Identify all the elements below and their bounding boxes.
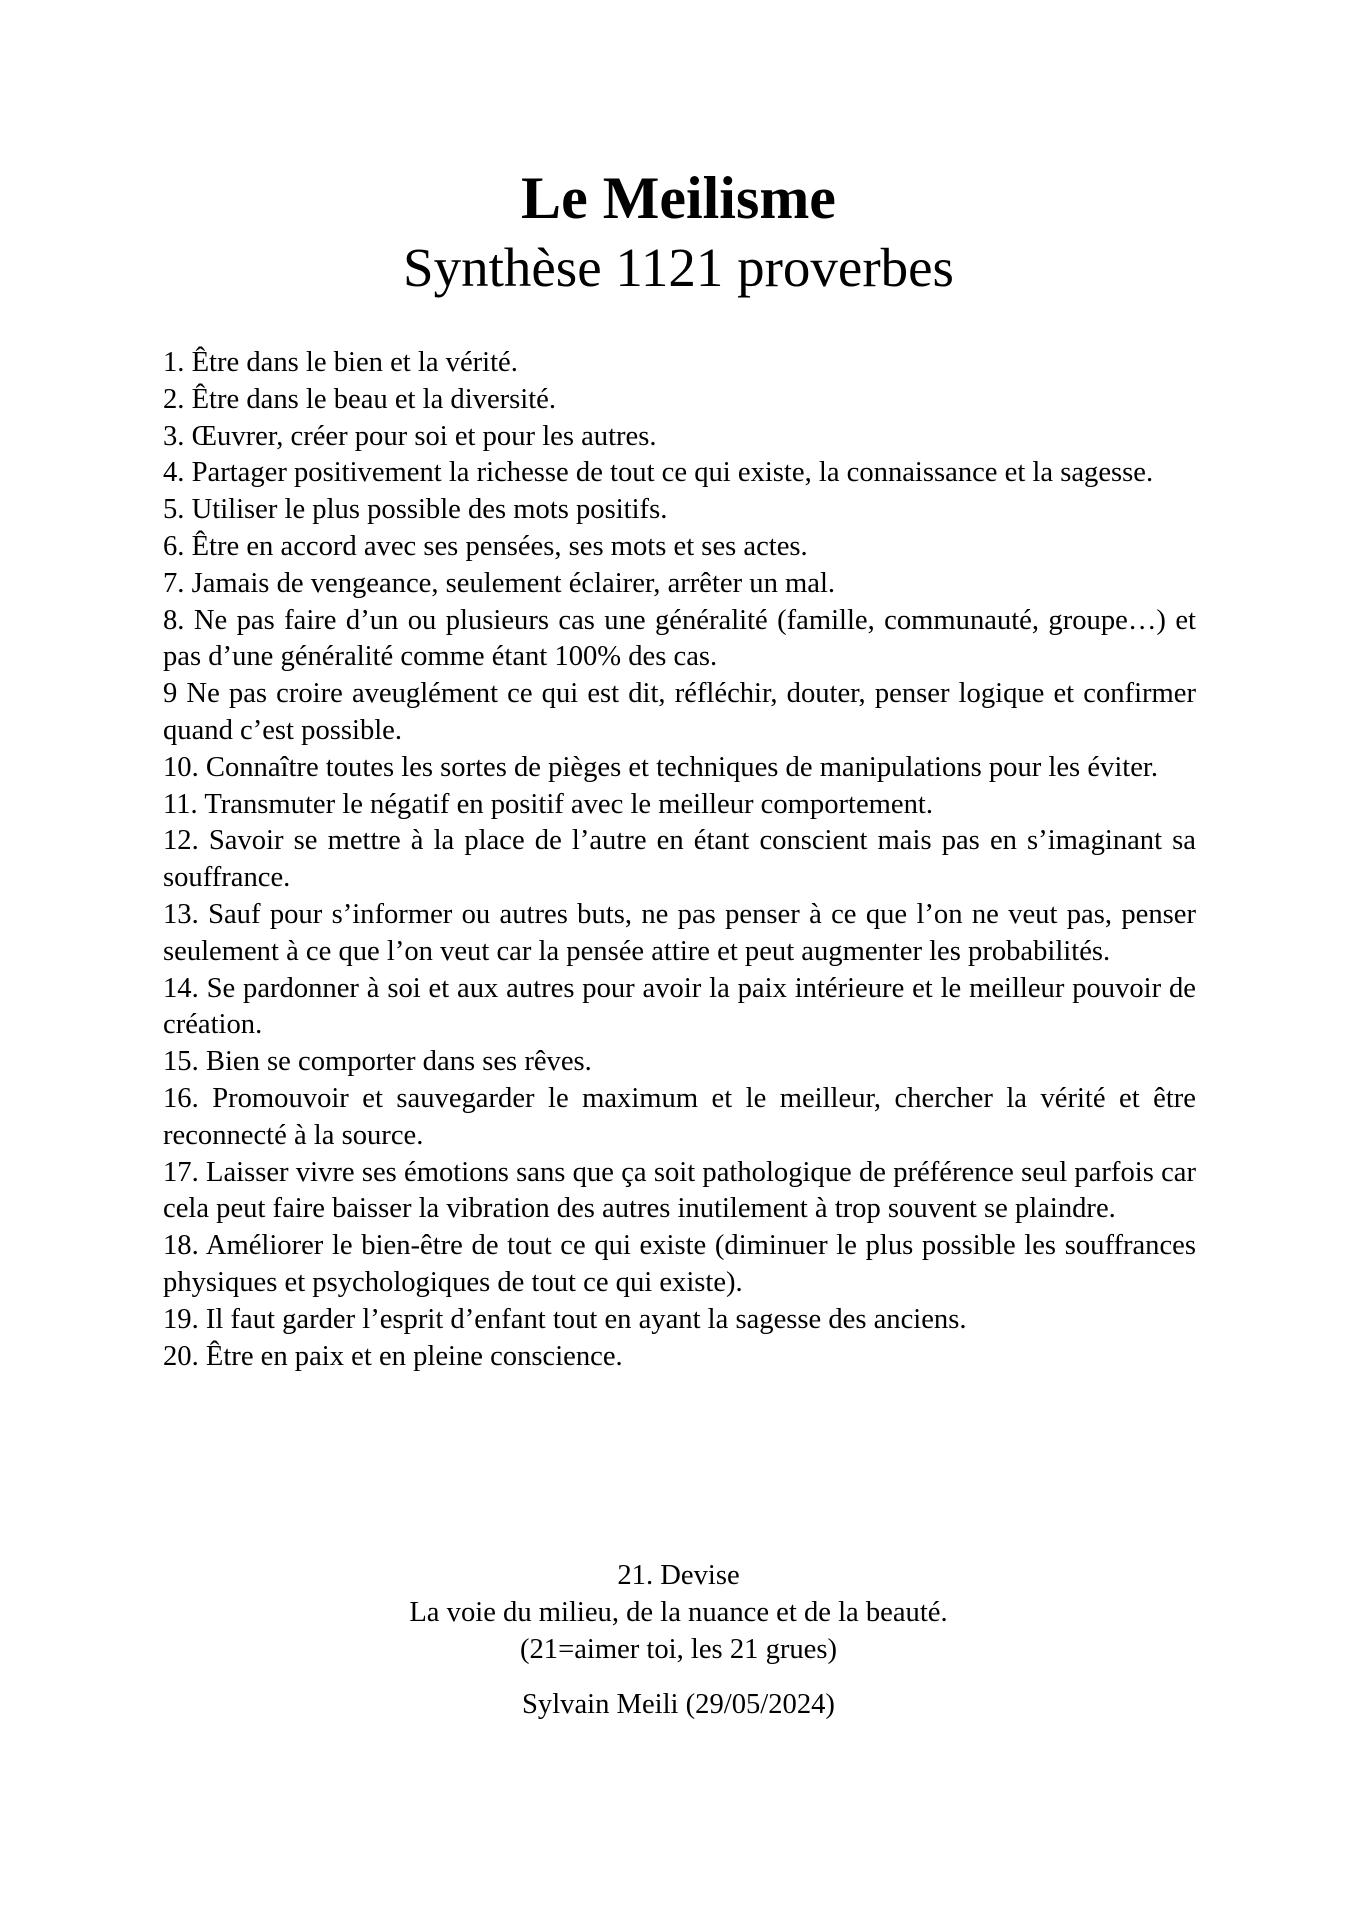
list-item: 4. Partager positivement la richesse de tout ce qui existe, la connaissance et la sagesse. [163,457,1154,489]
list-item: 20. Être en paix et en pleine conscience. [163,1340,623,1372]
list-item: 17. Laisser vivre ses émotions sans que ça soit pathologique de préférence seul parfois car cela peut faire baisser la vibration des autres inutilement à trop souvent se plaindre. [163,1156,1196,1225]
motto-block [0,1558,1357,1668]
list-item: 2. Être dans le beau et la diversité. [163,383,557,415]
list-item: 8. Ne pas faire d’un ou plusieurs cas une généralité (famille, communauté, groupe…) et pas d’une généralité comme étant 100% des cas. [163,604,1196,673]
list-item: 18. Améliorer le bien-être de tout ce qui existe (diminuer le plus possible les souffrances physiques et psychologiques de tout ce qui existe). [163,1230,1196,1298]
list-item: 10. Connaître toutes les sortes de pièges et techniques de manipulations pour les éviter. [163,751,1158,783]
list-item: 13. Sauf pour s’informer ou autres buts, ne pas penser à ce que l’on ne veut pas, penser seulement à ce que l’on veut car la pensée attire et peut augmenter les probabilités. [163,898,1196,967]
list-item: 9 Ne pas croire aveuglément ce qui est dit, réfléchir, douter, penser logique et confirmer quand c’est possible. [163,678,1196,746]
motto-note: (21=aimer toi, les 21 grues) [519,1633,838,1665]
list-item: 3. Œuvrer, créer pour soi et pour les autres. [163,420,657,452]
list-item: 16. Promouvoir et sauvegarder le maximum et le meilleur, chercher la vérité et être reconnecté à la source. [163,1082,1196,1151]
list-item: 14. Se pardonner à soi et aux autres pour avoir la paix intérieure et le meilleur pouvoir de création. [163,972,1196,1041]
list-item: 1. Être dans le bien et la vérité. [163,347,518,378]
list-item: 11. Transmuter le négatif en positif avec le meilleur comportement. [163,788,933,820]
list-item: 12. Savoir se mettre à la place de l’autre en étant conscient mais pas en s’imaginant sa souffrance. [163,825,1196,894]
list-item: 7. Jamais de vengeance, seulement éclairer, arrêter un mal. [163,567,836,599]
list-item: 19. Il faut garder l’esprit d’enfant tout en ayant la sagesse des anciens. [163,1303,967,1335]
motto-text: La voie du milieu, de la nuance et de la beauté. [409,1596,948,1628]
document-title: Le Meilisme [521,165,836,231]
list-item: 15. Bien se comporter dans ses rêves. [163,1046,592,1078]
document-subtitle: Synthèse 1121 proverbes [403,237,954,298]
proverb-list [163,345,1196,1375]
list-item: 5. Utiliser le plus possible des mots positifs. [163,494,668,526]
list-item: 6. Être en accord avec ses pensées, ses mots et ses actes. [163,530,808,562]
motto-heading: 21. Devise [617,1560,740,1591]
author-signature: Sylvain Meili (29/05/2024) [522,1689,835,1720]
